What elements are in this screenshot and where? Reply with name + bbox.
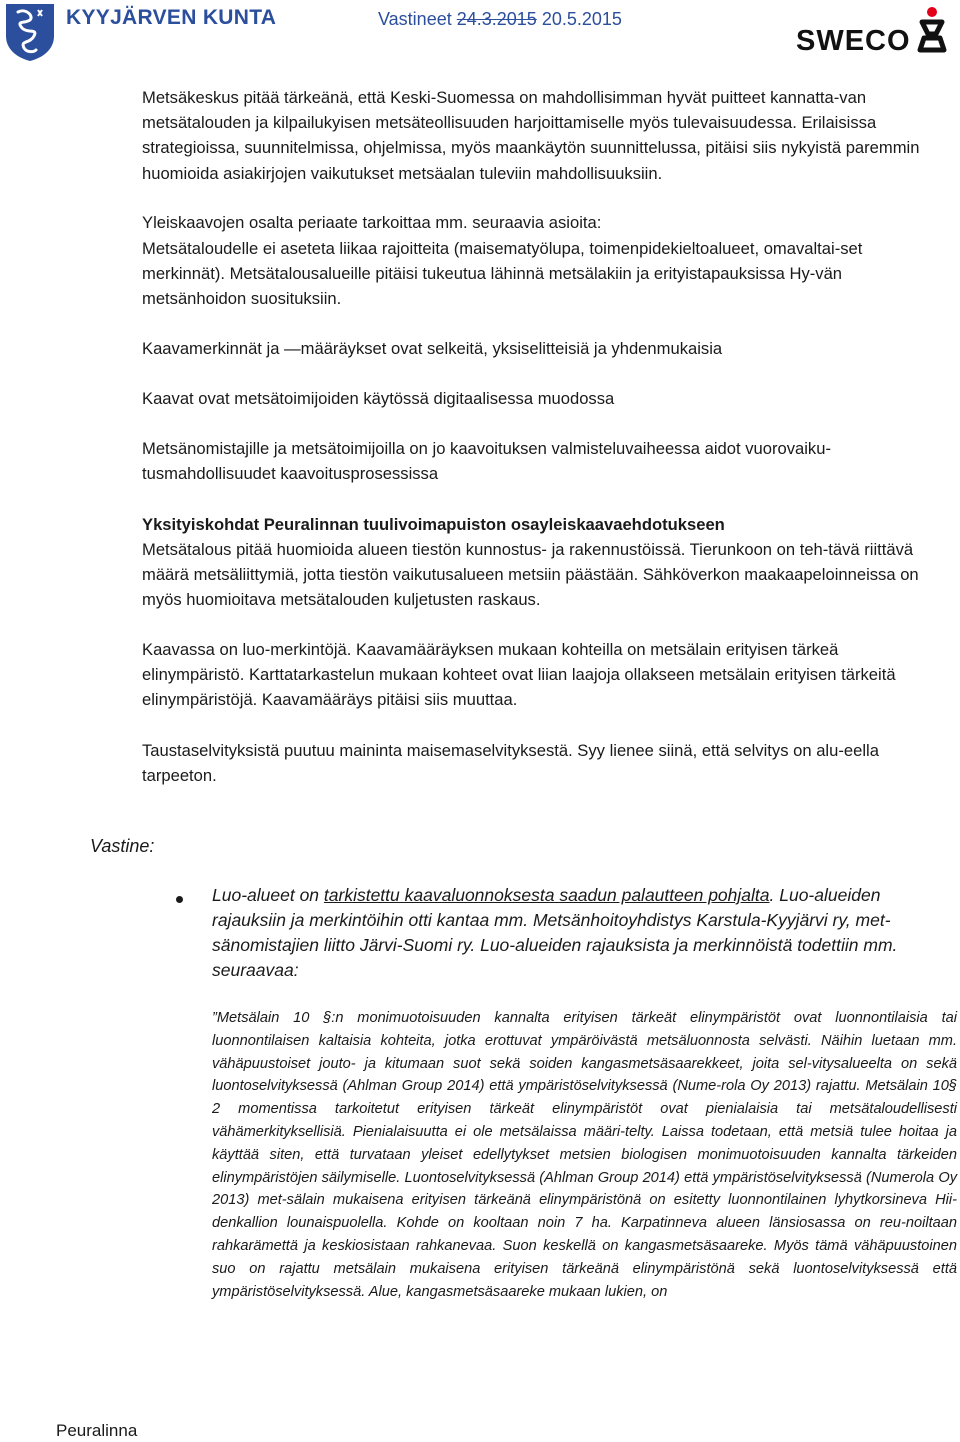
paragraph-rajoitteet: Metsätaloudelle ei aseteta liikaa rajoitteita (maisematyölupa, toimenpidekieltoalueet, omavaltai-set merkinnät). Metsätalousalueille pitäisi tukeutua lähinnä metsälakiin ja erityistapauksissa Hy-vän metsänhoidon suosituksiin. [142, 239, 863, 309]
bullet-text-rest: . Luo-alueiden rajauksiin ja merkintöihin otti kantaa mm. Metsänhoitoyhdistys Karstula-Kyyjärvi ry, met-sänomistajien liitto Järvi-Suomi ry. Luo-alueiden rajauksista ja merkinnöistä todettiin mm. seuraavaa: [212, 885, 898, 980]
paragraph-digitaalinen: Kaavat ovat metsätoimijoiden käytössä digitaalisessa muodossa [142, 389, 615, 408]
bullet-underlined-text: tarkistettu kaavaluonnoksesta saadun palautteen pohjalta [323, 885, 770, 905]
document-status [378, 9, 622, 30]
date-current: 20.5.2015 [541, 9, 622, 29]
responses-label: Vastineet [378, 9, 452, 29]
paragraph-luo-merkinnat: Kaavassa on luo-merkintöjä. Kaavamääräyksen mukaan kohteilla on metsälain erityisen tärkeä elinympäristö. Karttatarkastelun mukaan kohteet ovat liian laajoja ollakseen metsälain erityisen tärkeitä elinympäristöjä. Kaavamääräys pitäisi siis muuttaa. [142, 640, 896, 710]
paragraph-tiesto: Metsätalous pitää huomioida alueen tiestön kunnostus- ja rakennustöissä. Tierunkoon on teh-tävä riittävä määrä metsäliittymiä, jotta tiestön vaikutusalueen metsiin päästään. Sähköverkon maakaapeloinneissa on myös huomioitava metsätalouden kuljetusten raskaus. [142, 540, 919, 610]
sweco-logo [796, 4, 960, 54]
bullet-text-start: Luo-alueet on [212, 885, 324, 905]
paragraph-taustaselvitykset: Taustaselvityksistä puutuu maininta maisemaselvityksestä. Syy lienee siinä, että selvitys on alu-eella tarpeeton. [142, 741, 879, 786]
response-quote: ”Metsälain 10 §:n monimuotoisuuden kannalta erityisen tärkeät elinympäristöt ovat luonnontilaisia tai luonnontilaisen kaltaisia kohteita, jotka erottuvat ympäröivästä metsäluonnosta selvästi. Näihin luetaan mm. vähäpuustoiset jouto- ja kitumaan suot sekä soiden kangasmetsäsaarekkeet, joita sel-vitysalueelta on sekä luontoselvityksessä (Ahlman Group 2014) että ympäristöselvityksessä (Nume-rola Oy 2013) rajattu. Metsälain 10§ 2 momentissa tarkoitetut erityisen tärkeät elinympäristöt ovat pienialaisia tai metsätaloudellisesti vähämerkityksellisiä. Pienialaisuutta ei ole metsälaissa määri-telty. Laissa todetaan, että metsiä tulee hoitaa ja käyttää siten, että turvataan yleiset edellytykset metsien biologisen monimuotoisuuden kannalta tärkeiden elinympäristöjen säilymiselle. Luontoselvityksessä (Ahlman Group 2014) että ympäristöselvityksessä (Numerola Oy 2013) met-sälain mukaisena erityisen tärkeänä elinympäristönä on esitetty luonnontilainen lyhytkorsineva Hii-denkallion lounaispuolella. Kohde on kooltaan noin 7 ha. Karpatinneva alueen länsiosassa on reu-noiltaan rahkarämettä ja keskiosistaan rahkanevaa. Suon keskellä on kangasmetsäsaareke. Myös tämä vähäpuustoinen suo on rajattu metsälain mukaisena erityisen tärkeänä elinympäristönä sekä luontoselvityksessä että ympäristöselvityksessä. Alue, kangasmetsäsaareke mukaan lukien, on [212, 1010, 957, 1300]
paragraph-yleiskaavat-intro: Yleiskaavojen osalta periaate tarkoittaa mm. seuraavia asioita: [142, 213, 602, 232]
response-bullet [212, 883, 947, 983]
heading-yksityiskohdat: Yksityiskohdat Peuralinnan tuulivoimapuiston osayleiskaavaehdotukseen [142, 515, 725, 534]
response-label: Vastine: [90, 836, 155, 856]
svg-text:SWECO: SWECO [796, 25, 911, 54]
paragraph-kaavamerkinnat: Kaavamerkinnät ja —määräykset ovat selkeitä, yksiselitteisiä ja yhdenmukaisia [142, 339, 723, 358]
paragraph-vuorovaikutus: Metsänomistajille ja metsätoimijoilla on jo kaavoituksen valmisteluvaiheessa aidot vuorovaiku-tusmahdollisuudet kaavoitusprosessissa [142, 439, 831, 484]
page-header [0, 0, 960, 70]
municipal-crest-icon [4, 2, 56, 62]
bullet-icon [176, 896, 183, 903]
municipality-name: KYYJÄRVEN KUNTA [66, 6, 277, 29]
footer-project-name: Peuralinna [56, 1421, 138, 1440]
date-struck: 24.3.2015 [456, 9, 537, 29]
paragraph-metsakeskus: Metsäkeskus pitää tärkeänä, että Keski-Suomessa on mahdollisimman hyvät puitteet kannatta-van metsätalouden ja kilpailukyisen metsäteollisuuden harjoittamiselle myös tulevaisuudessa. Erilaisissa strategioissa, suunnitelmissa, ohjelmissa, myös maankäytön suunnittelussa, pitäisi siis nykyistä paremmin huomioida asiakirjojen vaikutukset metsäalan tuleviin mahdollisuuksiin. [142, 88, 920, 183]
